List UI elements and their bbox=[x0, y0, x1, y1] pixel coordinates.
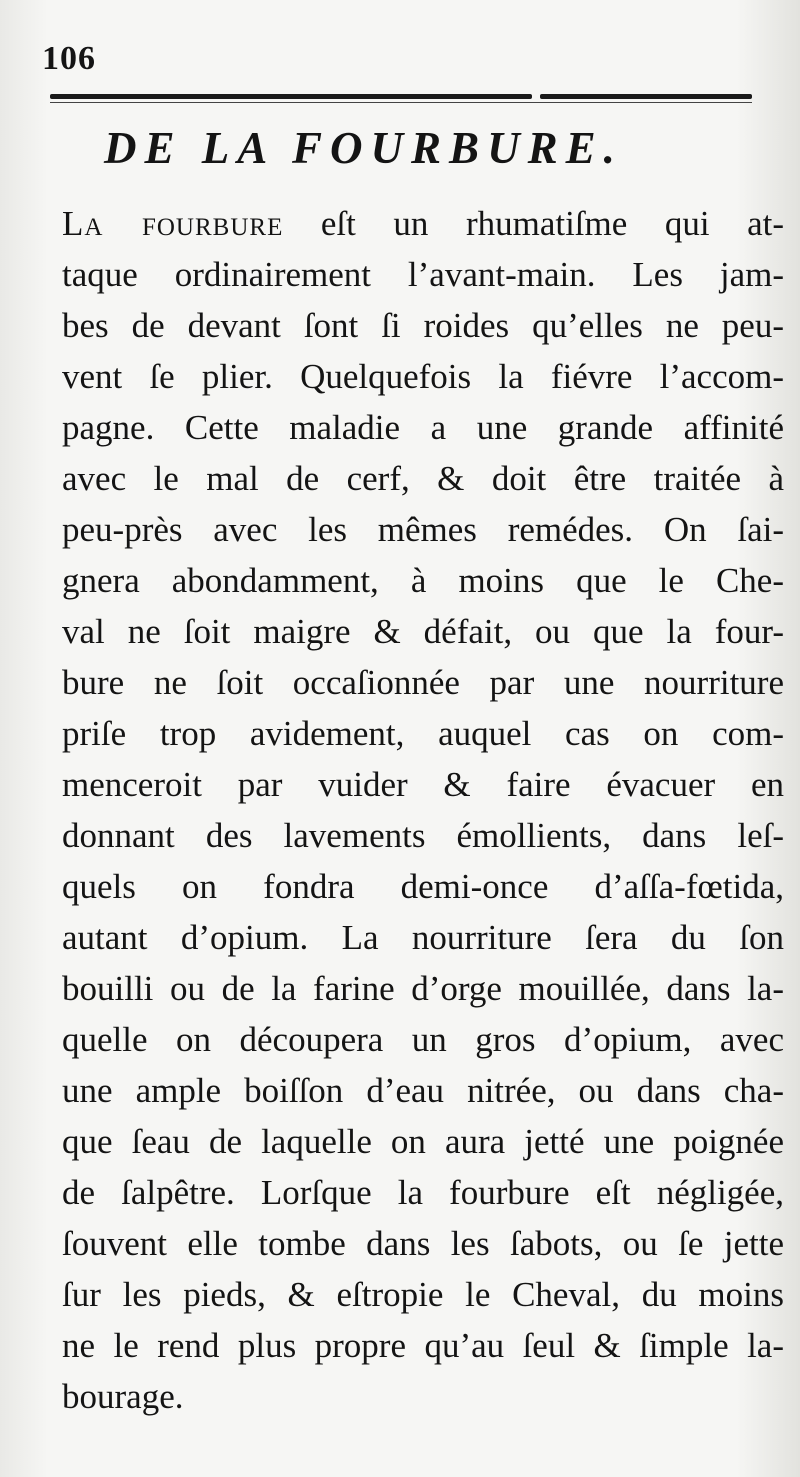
header-rule-right bbox=[540, 94, 752, 99]
text-line: gnera abondamment, à moins que le Che- bbox=[62, 561, 784, 600]
text-line: ne le rend plus propre qu’au ſeul & ſimple la- bbox=[62, 1326, 784, 1365]
chapter-title: DE LA FOURBURE. bbox=[104, 123, 623, 173]
page-number: 106 bbox=[42, 40, 96, 77]
text-line: taque ordinairement l’avant-main. Les jam- bbox=[62, 255, 784, 294]
header-rule-thin bbox=[50, 102, 752, 103]
text-line: priſe trop avidement, auquel cas on com- bbox=[62, 714, 784, 753]
text-line: avec le mal de cerf, & doit être traitée à bbox=[62, 459, 784, 498]
text-line: de ſalpêtre. Lorſque la fourbure eſt négligée, bbox=[62, 1173, 784, 1212]
text-line-last: bourage. bbox=[62, 1377, 184, 1416]
text-line: val ne ſoit maigre & défait, ou que la four- bbox=[62, 612, 784, 651]
text-line: bure ne ſoit occaſionnée par une nourriture bbox=[62, 663, 784, 702]
text-line: bouilli ou de la farine d’orge mouillée, dans la- bbox=[62, 969, 784, 1008]
text-line: autant d’opium. La nourriture ſera du ſon bbox=[62, 918, 784, 957]
text-line: ſur les pieds, & eſtropie le Cheval, du moins bbox=[62, 1275, 784, 1314]
body-paragraph bbox=[62, 198, 784, 1422]
text-line: menceroit par vuider & faire évacuer en bbox=[62, 765, 784, 804]
text-line: quels on fondra demi-once d’aſſa-fœtida, bbox=[62, 867, 784, 906]
lead-in-small-caps: La fourbure bbox=[62, 204, 284, 243]
text-line: peu-près avec les mêmes remédes. On ſai- bbox=[62, 510, 784, 549]
text-line-rest: eſt un rhumatiſme qui at- bbox=[283, 204, 785, 243]
text-line: ſouvent elle tombe dans les ſabots, ou ſe jette bbox=[62, 1224, 784, 1263]
text-line: vent ſe plier. Quelquefois la fiévre l’accom- bbox=[62, 357, 784, 396]
text-line bbox=[62, 198, 784, 249]
text-line: donnant des lavements émollients, dans leſ- bbox=[62, 816, 784, 855]
text-line: pagne. Cette maladie a une grande affinité bbox=[62, 408, 784, 447]
header-rule-left bbox=[50, 94, 532, 99]
text-line: que ſeau de laquelle on aura jetté une poignée bbox=[62, 1122, 784, 1161]
text-line: une ample boiſſon d’eau nitrée, ou dans cha- bbox=[62, 1071, 784, 1110]
text-line: quelle on découpera un gros d’opium, avec bbox=[62, 1020, 784, 1059]
text-line: bes de devant ſont ſi roides qu’elles ne peu- bbox=[62, 306, 784, 345]
